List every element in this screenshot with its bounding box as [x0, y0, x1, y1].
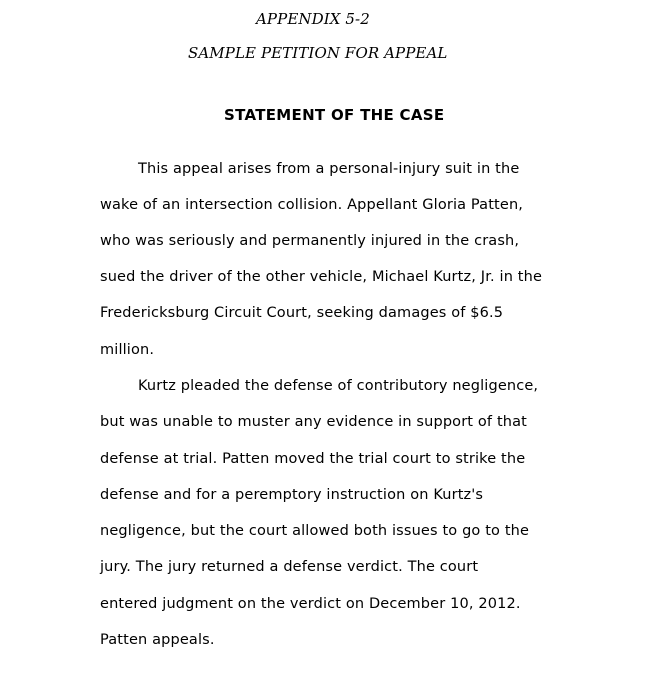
- paragraph-2-line-1: Kurtz pleaded the defense of contributory negligence,: [138, 378, 539, 394]
- paragraph-2-line-3: defense at trial. Patten moved the trial court to strike the: [100, 451, 526, 467]
- paragraph-1-line-2: wake of an intersection collision. Appellant Gloria Patten,: [100, 197, 524, 213]
- appendix-label: APPENDIX 5-2: [256, 10, 370, 28]
- paragraph-2-line-5: negligence, but the court allowed both issues to go to the: [100, 523, 530, 539]
- paragraph-2-line-8: Patten appeals.: [100, 632, 215, 648]
- paragraph-2-line-2: but was unable to muster any evidence in support of that: [100, 414, 527, 430]
- paragraph-1-line-1: This appeal arises from a personal-injury suit in the: [138, 161, 520, 177]
- paragraph-1-line-3: who was seriously and permanently injured in the crash,: [100, 233, 520, 249]
- paragraph-2-line-6: jury. The jury returned a defense verdict. The court: [100, 559, 479, 575]
- paragraph-2-line-4: defense and for a peremptory instruction on Kurtz's: [100, 487, 484, 503]
- paragraph-1-line-6: million.: [100, 342, 155, 358]
- paragraph-2-line-7: entered judgment on the verdict on December 10, 2012.: [100, 596, 521, 612]
- section-heading: STATEMENT OF THE CASE: [224, 106, 445, 124]
- document-subtitle: SAMPLE PETITION FOR APPEAL: [188, 44, 448, 62]
- paragraph-1-line-4: sued the driver of the other vehicle, Michael Kurtz, Jr. in the: [100, 269, 543, 285]
- paragraph-1-line-5: Fredericksburg Circuit Court, seeking damages of $6.5: [100, 305, 504, 321]
